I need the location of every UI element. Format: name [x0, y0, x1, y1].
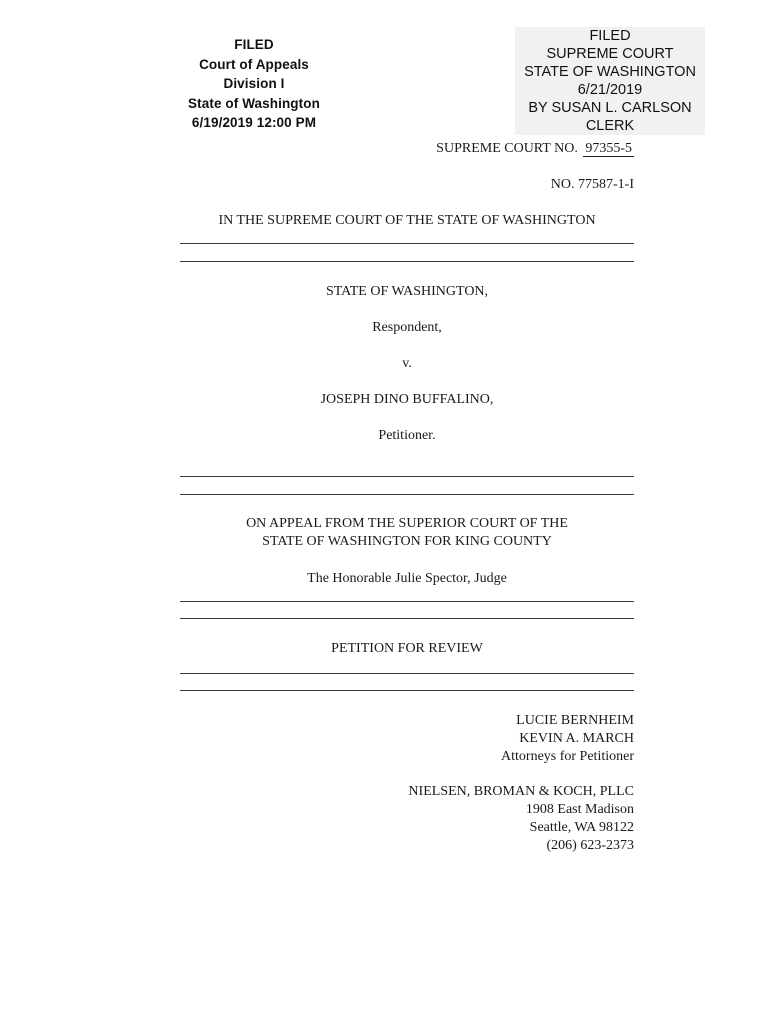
- firm-address-line-1: 1908 East Madison: [525, 802, 634, 817]
- attorney-name: KEVIN A. MARCH: [519, 731, 634, 746]
- divider: [180, 690, 634, 691]
- court-of-appeals-filing-stamp: [180, 35, 328, 133]
- stamp-line: FILED: [589, 28, 631, 44]
- stamp-line: SUPREME COURT: [546, 46, 674, 62]
- stamp-line: State of Washington: [188, 95, 320, 111]
- document-title: PETITION FOR REVIEW: [331, 641, 483, 656]
- stamp-line: Division I: [223, 76, 285, 91]
- court-heading: IN THE SUPREME COURT OF THE STATE OF WASHINGTON: [218, 213, 596, 228]
- defendant-name: JOSEPH DINO BUFFALINO,: [320, 392, 494, 407]
- stamp-line: STATE OF WASHINGTON: [524, 64, 696, 80]
- attorney-role: Attorneys for Petitioner: [501, 749, 634, 764]
- supreme-court-filing-stamp: [515, 27, 705, 135]
- versus: v.: [402, 356, 412, 371]
- supreme-court-number-value: 97355-5: [585, 141, 632, 156]
- judge-name: The Honorable Julie Spector, Judge: [307, 571, 507, 586]
- stamp-line: FILED: [234, 37, 274, 52]
- stamp-line: CLERK: [585, 118, 635, 134]
- stamp-line: 6/21/2019: [577, 82, 643, 98]
- defendant-role: Petitioner.: [378, 428, 436, 443]
- stamp-line: BY SUSAN L. CARLSON: [528, 100, 692, 116]
- plaintiff-name: STATE OF WASHINGTON,: [325, 284, 489, 299]
- divider: [180, 243, 634, 244]
- divider: [180, 618, 634, 619]
- supreme-court-case-number: [300, 141, 634, 157]
- divider: [180, 494, 634, 495]
- attorney-name: LUCIE BERNHEIM: [516, 713, 634, 728]
- plaintiff-role: Respondent,: [372, 320, 442, 335]
- divider: [180, 673, 634, 674]
- appeals-case-number: NO. 77587-1-I: [550, 177, 634, 192]
- stamp-line: 6/19/2019 12:00 PM: [191, 115, 317, 130]
- divider: [180, 476, 634, 477]
- divider: [180, 261, 634, 262]
- appeal-line-2: STATE OF WASHINGTON FOR KING COUNTY: [262, 534, 552, 549]
- firm-name: NIELSEN, BROMAN & KOCH, PLLC: [408, 784, 634, 799]
- firm-phone: (206) 623-2373: [546, 838, 634, 853]
- appeal-line-1: ON APPEAL FROM THE SUPERIOR COURT OF THE: [246, 516, 568, 531]
- firm-address-line-2: Seattle, WA 98122: [529, 820, 634, 835]
- stamp-line: Court of Appeals: [199, 56, 309, 72]
- divider: [180, 601, 634, 602]
- supreme-court-number-label: SUPREME COURT NO.: [436, 141, 578, 156]
